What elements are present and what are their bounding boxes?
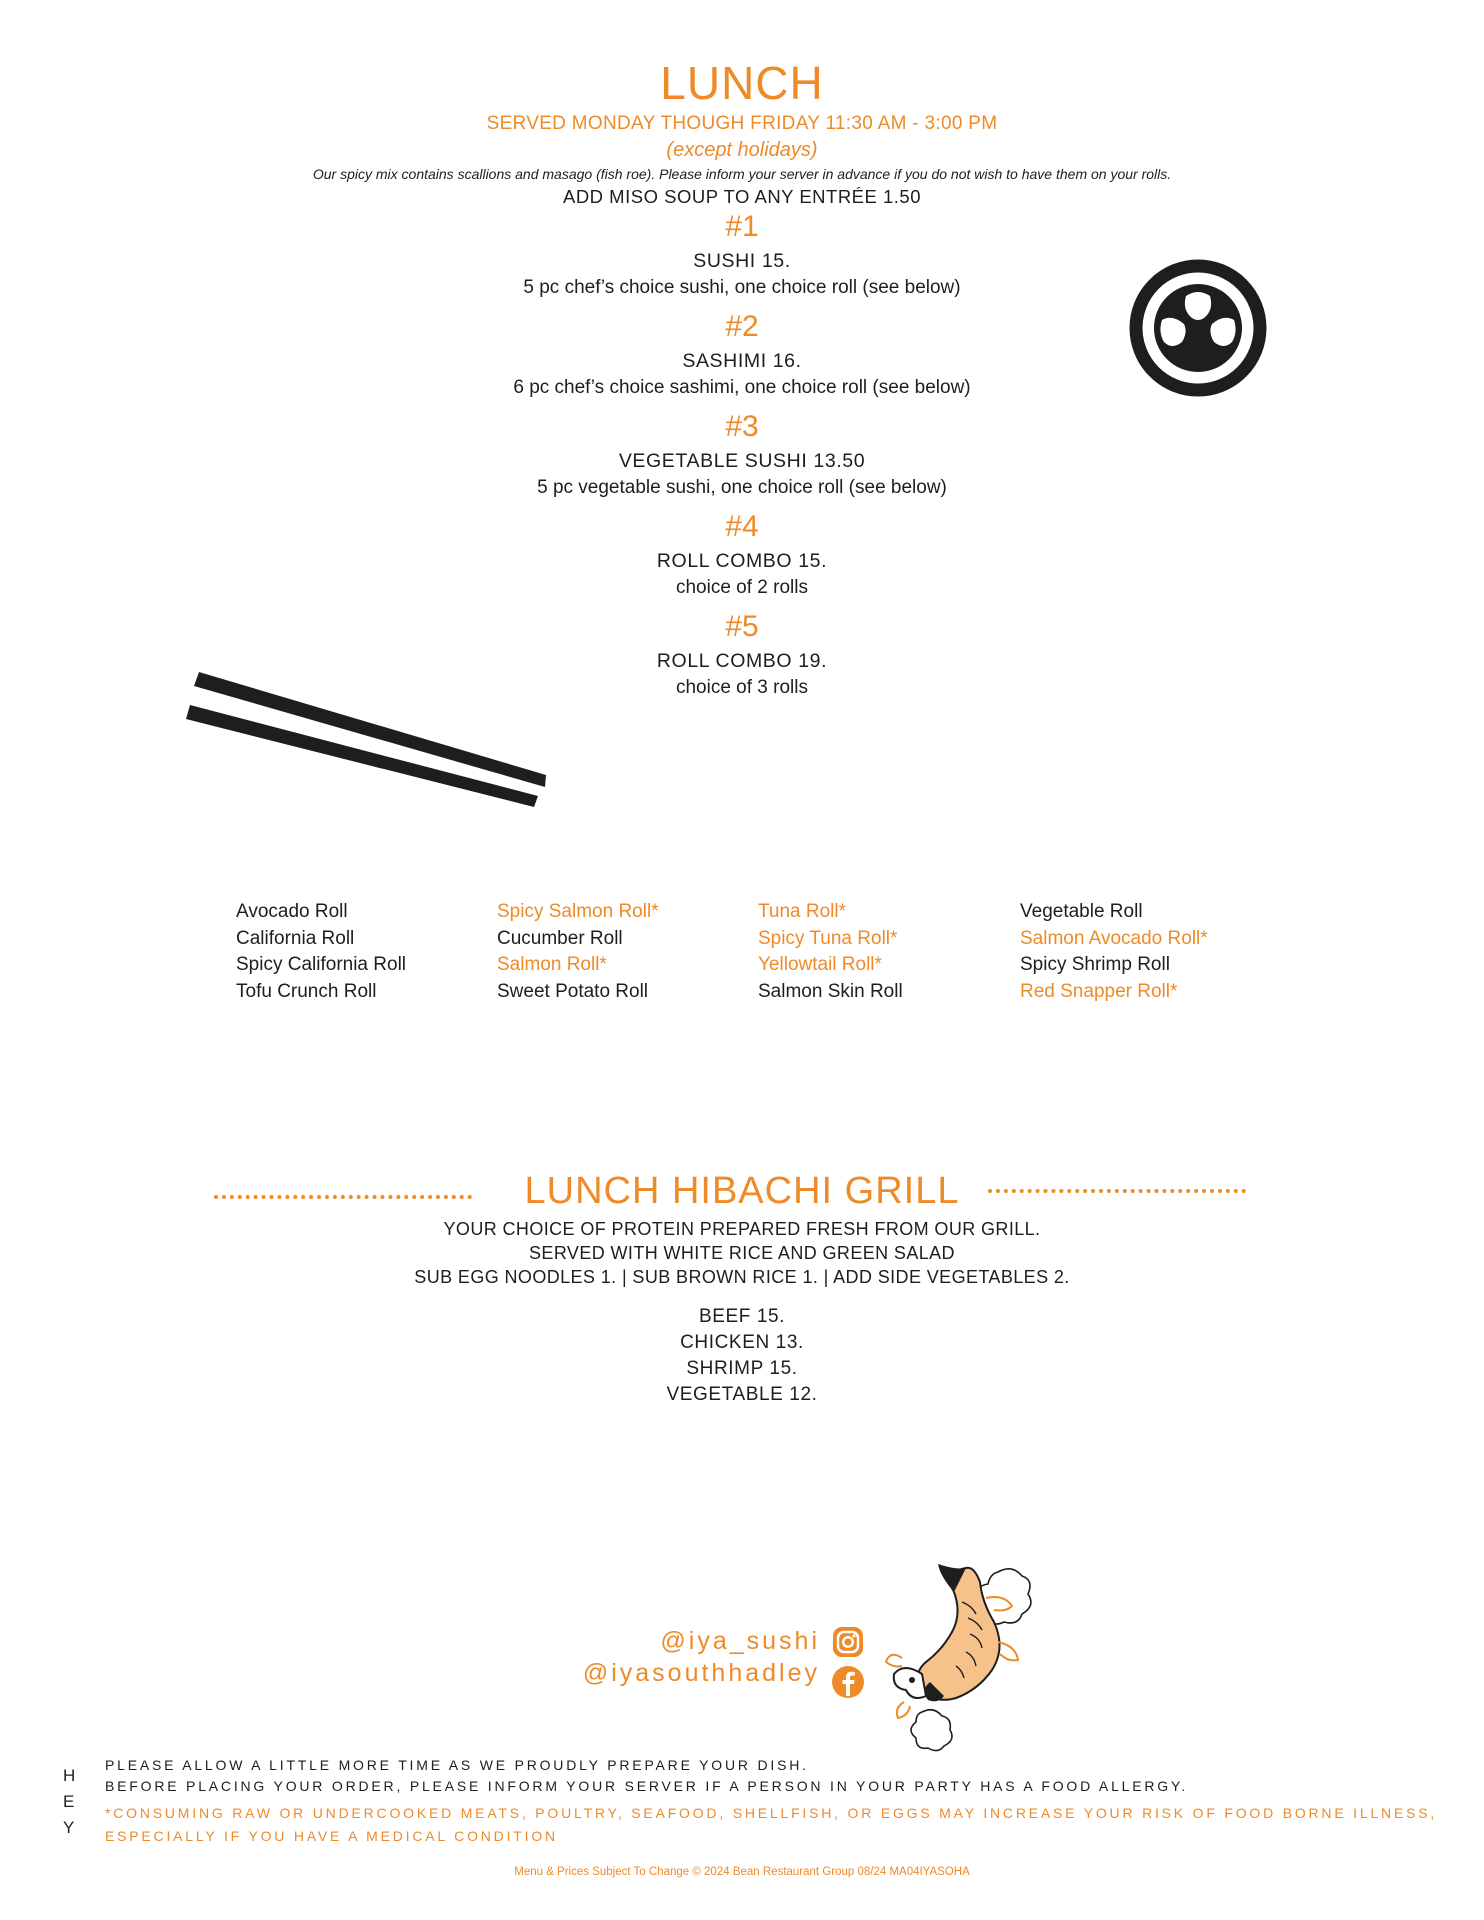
roll-item: Spicy Shrimp Roll [1020, 954, 1170, 975]
side-letter: H [63, 1766, 76, 1785]
roll-item: Salmon Skin Roll [758, 980, 903, 1002]
roll-item: Sweet Potato Roll [497, 980, 649, 1002]
served-hours: SERVED MONDAY THOUGH FRIDAY 11:30 AM - 3:00 PM [486, 113, 998, 134]
combo-number: #5 [725, 610, 759, 643]
allergy-note: BEFORE PLACING YOUR ORDER, PLEASE INFORM YOUR SERVER IF A PERSON IN YOUR PARTY HAS A FOOD ALLERGY. [105, 1778, 1189, 1794]
miso-soup-note: ADD MISO SOUP TO ANY ENTRÉE 1.50 [562, 186, 922, 207]
page-title: LUNCH [660, 57, 824, 109]
combo-name: SASHIMI 16. [682, 350, 802, 372]
roll-item: Tofu Crunch Roll [236, 980, 377, 1002]
roll-column [497, 899, 659, 1005]
roll-item: Tuna Roll* [758, 901, 847, 922]
protein-item: SHRIMP 15. [686, 1358, 798, 1379]
prepare-time-note: PLEASE ALLOW A LITTLE MORE TIME AS WE PROUDLY PREPARE YOUR DISH. [105, 1757, 809, 1773]
combo-description: choice of 3 rolls [675, 677, 808, 698]
combo-description: 5 pc chef’s choice sushi, one choice roll (see below) [523, 277, 961, 298]
family-crest-icon [1128, 258, 1268, 398]
instagram-icon[interactable] [831, 1625, 865, 1659]
hibachi-description: YOUR CHOICE OF PROTEIN PREPARED FRESH FROM OUR GRILL. [443, 1219, 1041, 1239]
combo-name: ROLL COMBO 15. [656, 550, 828, 572]
protein-item: BEEF 15. [698, 1306, 786, 1327]
roll-item: Vegetable Roll [1020, 901, 1143, 922]
roll-item: Spicy Tuna Roll* [758, 927, 898, 949]
combo-description: choice of 2 rolls [675, 577, 808, 598]
roll-item: Spicy California Roll [236, 954, 407, 975]
spicy-mix-note: Our spicy mix contains scallions and masago (fish roe). Please inform your server in advance if you do not wish to have them on your rolls. [312, 166, 1172, 182]
side-letter: Y [63, 1818, 75, 1837]
koi-fish-illustration [882, 1562, 1042, 1752]
roll-item: Avocado Roll [236, 901, 348, 922]
roll-column [236, 899, 406, 1005]
facebook-icon[interactable] [831, 1665, 865, 1699]
combo-number: #1 [725, 210, 759, 243]
instagram-handle[interactable]: @iya_sushi [660, 1627, 820, 1655]
raw-food-warning: *CONSUMING RAW OR UNDERCOOKED MEATS, POULTRY, SEAFOOD, SHELLFISH, OR EGGS MAY INCREASE YOUR RISK OF FOOD BORNE ILLNESS, [105, 1805, 1438, 1821]
roll-item: Red Snapper Roll* [1020, 980, 1178, 1002]
raw-food-warning-continued: ESPECIALLY IF YOU HAVE A MEDICAL CONDITION [105, 1828, 558, 1844]
roll-item: Cucumber Roll [497, 927, 623, 949]
roll-column [758, 899, 903, 1005]
side-letter: E [63, 1792, 75, 1811]
roll-item: Yellowtail Roll* [758, 954, 882, 975]
hibachi-served-with: SERVED WITH WHITE RICE AND GREEN SALAD [529, 1243, 955, 1263]
roll-item: Salmon Avocado Roll* [1020, 927, 1208, 949]
combo-number: #3 [725, 410, 759, 443]
chopsticks-icon [186, 672, 551, 808]
roll-column [1020, 899, 1208, 1005]
roll-item: Salmon Roll* [497, 954, 607, 975]
roll-item: California Roll [236, 927, 355, 949]
combo-name: VEGETABLE SUSHI 13.50 [618, 450, 866, 472]
combo-number: #2 [725, 310, 759, 343]
protein-item: VEGETABLE 12. [666, 1384, 818, 1405]
protein-item: CHICKEN 13. [680, 1332, 804, 1353]
hibachi-title: LUNCH HIBACHI GRILL [524, 1170, 960, 1212]
legal-notice: Menu & Prices Subject To Change © 2024 Bean Restaurant Group 08/24 MA04IYASOHA [514, 1866, 970, 1878]
combo-description: 6 pc chef’s choice sashimi, one choice roll (see below) [513, 377, 971, 398]
except-holidays: (except holidays) [666, 139, 818, 161]
combo-name: SUSHI 15. [693, 250, 791, 272]
hibachi-substitutions: SUB EGG NOODLES 1. | SUB BROWN RICE 1. | ADD SIDE VEGETABLES 2. [414, 1267, 1070, 1287]
facebook-handle[interactable]: @iyasouthhadley [582, 1659, 820, 1687]
combo-number: #4 [725, 510, 759, 543]
combo-description: 5 pc vegetable sushi, one choice roll (see below) [537, 477, 947, 498]
roll-item: Spicy Salmon Roll* [497, 901, 659, 922]
combo-name: ROLL COMBO 19. [656, 650, 828, 672]
